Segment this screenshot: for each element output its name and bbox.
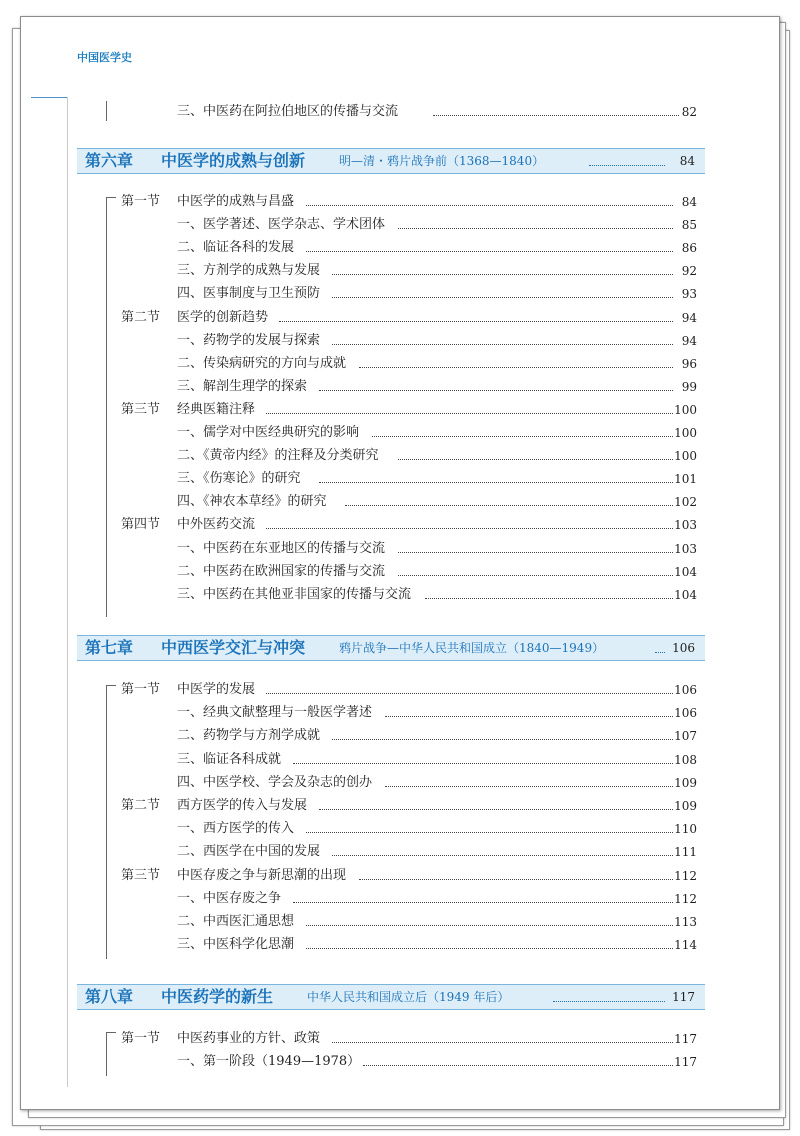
toc-section-entry[interactable]	[21, 865, 779, 887]
entry-title: 医学的创新趋势	[177, 309, 269, 325]
page-corner-line	[31, 97, 67, 98]
entry-title: 三、中医药在阿拉伯地区的传播与交流	[177, 104, 399, 119]
entry-page-number: 82	[681, 105, 697, 119]
toc-section-entry[interactable]	[21, 307, 779, 329]
section-label: 第二节	[121, 309, 161, 325]
entry-title: 四、医事制度与卫生预防	[177, 286, 321, 302]
entry-title: 二、临证各科的发展	[177, 240, 295, 256]
toc-subsection-entry[interactable]	[21, 818, 779, 840]
leader-dots	[385, 782, 673, 787]
entry-page-number: 96	[681, 356, 697, 371]
chapter-page-number: 117	[672, 990, 695, 1004]
entry-page-number: 85	[681, 218, 697, 233]
entry-title: 三、方剂学的成熟与发展	[177, 263, 321, 279]
entry-page-number: 108	[674, 752, 697, 767]
entry-title: 一、药物学的发展与探索	[177, 332, 321, 348]
leader-dots	[279, 317, 673, 322]
entry-title: 四、中医学校、学会及杂志的创办	[177, 774, 373, 790]
entry-page-number: 100	[674, 449, 697, 464]
entry-title: 一、中医存废之争	[177, 890, 282, 906]
toc-subsection-entry[interactable]	[21, 491, 779, 513]
entry-title: 四、《神农本草经》的研究	[177, 494, 327, 510]
toc-subsection-entry[interactable]	[21, 353, 779, 375]
entry-page-number: 112	[674, 891, 697, 906]
leader-dots	[385, 712, 673, 717]
entry-page-number: 104	[674, 564, 697, 579]
toc-section-entry[interactable]	[21, 399, 779, 421]
leader-dots	[363, 1061, 673, 1066]
entry-page-number: 99	[681, 379, 697, 394]
entry-title: 二、《黄帝内经》的注释及分类研究	[177, 448, 379, 464]
chapter-period: 中华人民共和国成立后（1949 年后）	[307, 990, 510, 1004]
leader-dots	[332, 1038, 673, 1043]
leader-dots	[306, 921, 673, 926]
entry-page-number: 103	[674, 518, 697, 533]
entry-title: 三、《伤寒论》的研究	[177, 471, 301, 487]
toc-subsection-entry[interactable]	[21, 725, 779, 747]
entry-page-number: 103	[674, 541, 697, 556]
entry-page-number: 109	[674, 775, 697, 790]
chapter-title: 中医学的成熟与创新	[161, 151, 306, 170]
toc-section-entry[interactable]	[21, 795, 779, 817]
leader-dots	[293, 898, 673, 903]
toc-subsection-entry[interactable]	[21, 888, 779, 910]
entry-title: 中医学的成熟与昌盛	[177, 194, 295, 209]
chapter-leader-dots	[553, 989, 665, 1002]
entry-title: 中医学的发展	[177, 682, 256, 697]
toc-subsection-entry[interactable]	[21, 749, 779, 771]
entry-page-number: 92	[681, 264, 697, 279]
entry-page-number: 86	[681, 241, 697, 256]
chapter-number: 第六章	[85, 151, 134, 170]
leader-dots	[332, 340, 673, 345]
section-label: 第一节	[121, 682, 161, 697]
entry-title: 二、药物学与方剂学成就	[177, 728, 321, 744]
toc-subsection-entry[interactable]	[21, 376, 779, 398]
leader-dots	[266, 524, 673, 529]
entry-title: 一、经典文献整理与一般医学著述	[177, 705, 373, 721]
leader-dots	[293, 759, 673, 764]
leader-dots	[319, 386, 673, 391]
chapter-page-number: 106	[672, 641, 695, 655]
leader-dots	[332, 270, 673, 275]
entry-title: 三、中医药在其他亚非国家的传播与交流	[177, 586, 412, 602]
toc-subsection-entry[interactable]	[21, 584, 779, 606]
leader-dots	[319, 805, 673, 810]
toc-subsection-entry[interactable]	[21, 934, 779, 956]
leader-dots	[266, 689, 673, 694]
toc-entry-top[interactable]	[21, 101, 779, 123]
entry-title: 一、医学著述、医学杂志、学术团体	[177, 217, 386, 233]
section-label: 第二节	[121, 798, 161, 813]
leader-dots	[332, 851, 673, 856]
entry-title: 中医药事业的方针、政策	[177, 1031, 321, 1046]
toc-subsection-entry[interactable]	[21, 468, 779, 490]
toc-page	[20, 16, 780, 1110]
chapter-title: 中医药学的新生	[161, 987, 274, 1006]
entry-page-number: 117	[674, 1055, 697, 1069]
leader-dots	[345, 501, 673, 506]
leader-dots	[398, 224, 673, 229]
leader-dots	[306, 201, 673, 206]
section-label: 第一节	[121, 194, 161, 209]
leader-dots	[359, 875, 673, 880]
entry-page-number: 101	[674, 472, 697, 487]
entry-page-number: 113	[674, 915, 697, 929]
toc-section-entry[interactable]	[21, 191, 779, 213]
leader-dots	[332, 293, 673, 298]
entry-title: 一、中医药在东亚地区的传播与交流	[177, 540, 386, 556]
toc-subsection-entry[interactable]	[21, 260, 779, 282]
section-label: 第四节	[121, 517, 161, 533]
entry-page-number: 114	[674, 938, 697, 953]
chapter-heading-6[interactable]	[77, 148, 705, 174]
entry-page-number: 117	[674, 1032, 697, 1046]
chapter-period: 鸦片战争—中华人民共和国成立（1840—1949）	[339, 641, 605, 655]
toc-subsection-entry[interactable]	[21, 445, 779, 467]
entry-page-number: 94	[681, 310, 697, 325]
chapter-period: 明—清・鸦片战争前（1368—1840）	[339, 154, 545, 168]
toc-section-entry[interactable]	[21, 514, 779, 536]
toc-subsection-entry[interactable]	[21, 214, 779, 236]
section-label: 第三节	[121, 867, 161, 883]
chapter-number: 第八章	[85, 987, 134, 1006]
toc-subsection-entry[interactable]	[21, 283, 779, 305]
entry-page-number: 106	[674, 683, 697, 697]
entry-page-number: 109	[674, 799, 697, 813]
leader-dots	[398, 571, 673, 576]
toc-subsection-entry[interactable]	[21, 237, 779, 259]
leader-dots	[306, 828, 673, 833]
entry-title: 二、传染病研究的方向与成就	[177, 355, 347, 371]
leader-dots	[332, 735, 673, 740]
entry-title: 二、西医学在中国的发展	[177, 844, 321, 860]
leader-dots	[398, 548, 673, 553]
section-label: 第三节	[121, 401, 161, 417]
toc-subsection-entry[interactable]	[21, 538, 779, 560]
entry-page-number: 94	[681, 333, 697, 348]
chapter-leader-dots	[655, 640, 665, 653]
entry-page-number: 100	[674, 402, 697, 417]
entry-title: 中医存废之争与新思潮的出现	[177, 867, 347, 883]
chapter-title: 中西医学交汇与冲突	[161, 638, 306, 657]
leader-dots	[306, 247, 673, 252]
toc-subsection-entry[interactable]	[21, 772, 779, 794]
leader-dots	[319, 478, 673, 483]
toc-subsection-entry[interactable]	[21, 702, 779, 724]
toc-subsection-entry[interactable]	[21, 1051, 779, 1073]
leader-dots	[359, 363, 673, 368]
entry-title: 一、第一阶段（1949—1978）	[177, 1054, 361, 1069]
entry-title: 二、中医药在欧洲国家的传播与交流	[177, 563, 386, 579]
entry-title: 三、临证各科成就	[177, 751, 282, 767]
leader-dots	[372, 432, 673, 437]
entry-title: 经典医籍注释	[177, 401, 256, 417]
leader-dots	[306, 944, 673, 949]
entry-page-number: 104	[674, 587, 697, 602]
toc-section-entry[interactable]	[21, 679, 779, 701]
entry-title: 二、中西医汇通思想	[177, 914, 295, 929]
entry-title: 三、中医科学化思潮	[177, 937, 295, 953]
entry-page-number: 100	[674, 426, 697, 440]
entry-page-number: 111	[674, 845, 697, 860]
entry-title: 一、西方医学的传入	[177, 821, 295, 837]
leader-dots	[433, 111, 679, 116]
entry-page-number: 112	[674, 868, 697, 883]
running-header-title: 中国医学史	[77, 51, 132, 64]
toc-subsection-entry[interactable]	[21, 841, 779, 863]
entry-page-number: 106	[674, 706, 697, 721]
toc-subsection-entry[interactable]	[21, 422, 779, 444]
entry-page-number: 107	[674, 729, 697, 744]
entry-page-number: 93	[681, 287, 697, 302]
leader-dots	[266, 409, 673, 414]
chapter-heading-8[interactable]	[77, 984, 705, 1010]
toc-subsection-entry[interactable]	[21, 911, 779, 933]
entry-title: 一、儒学对中医经典研究的影响	[177, 425, 360, 440]
entry-title: 三、解剖生理学的探索	[177, 378, 308, 394]
toc-section-entry[interactable]	[21, 1028, 779, 1050]
entry-page-number: 110	[674, 822, 697, 837]
section-label: 第一节	[121, 1031, 161, 1046]
entry-page-number: 102	[674, 495, 697, 510]
toc-subsection-entry[interactable]	[21, 561, 779, 583]
chapter-leader-dots	[589, 153, 665, 166]
leader-dots	[398, 455, 673, 460]
chapter-page-number: 84	[679, 154, 695, 168]
entry-title: 中外医药交流	[177, 517, 256, 533]
chapter-heading-7[interactable]	[77, 635, 705, 661]
entry-title: 西方医学的传入与发展	[177, 798, 308, 813]
entry-page-number: 84	[681, 195, 697, 209]
leader-dots	[425, 594, 673, 599]
toc-subsection-entry[interactable]	[21, 330, 779, 352]
chapter-number: 第七章	[85, 638, 134, 657]
